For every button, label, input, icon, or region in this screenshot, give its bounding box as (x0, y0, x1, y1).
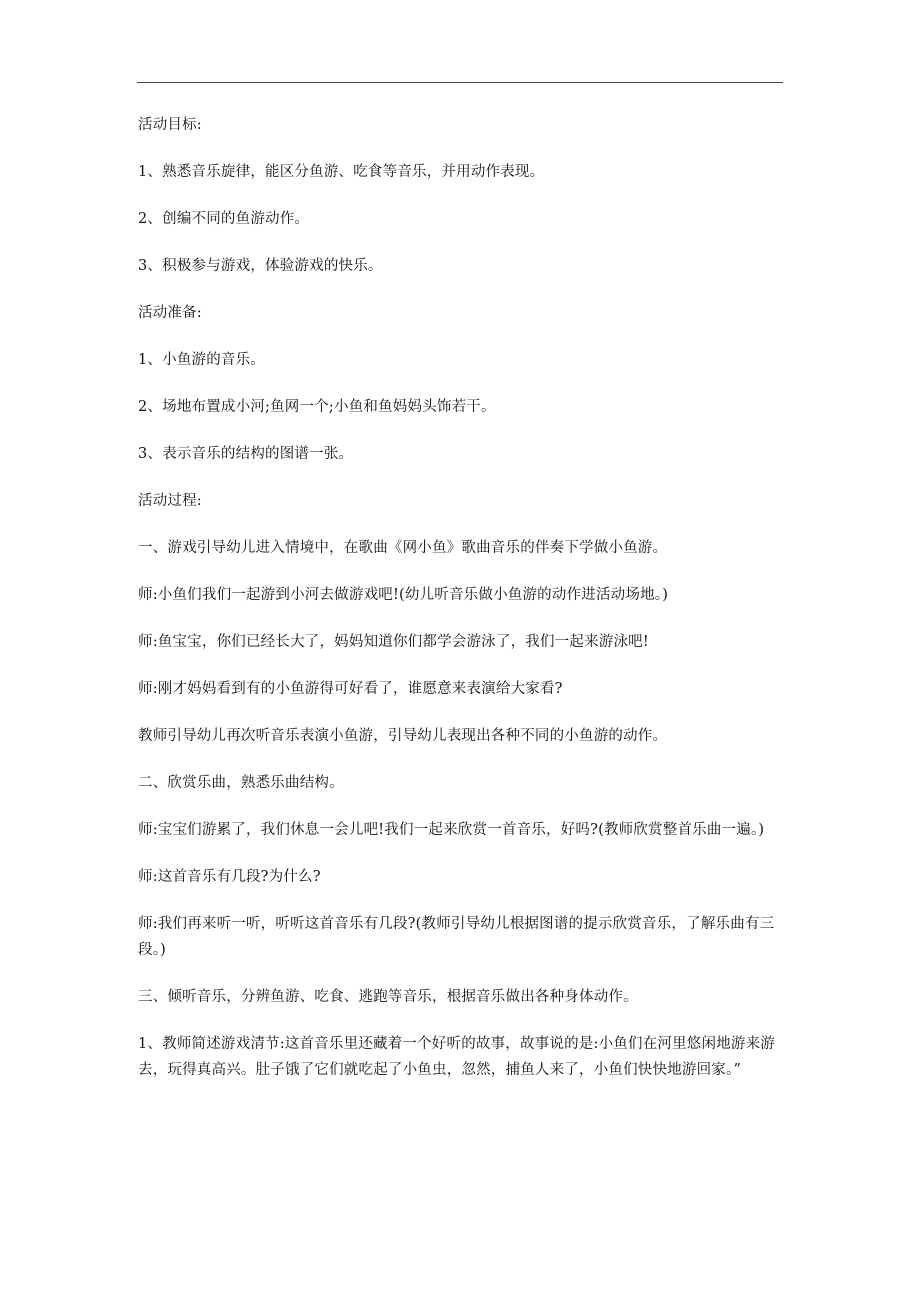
header-rule (137, 82, 783, 83)
preparation-item-2: 2、场地布置成小河;鱼网一个;小鱼和鱼妈妈头饰若干。 (138, 399, 496, 415)
process-step-3: 三、倾听音乐，分辨鱼游、吃食、逃跑等音乐，根据音乐做出各种身体动作。 (138, 989, 638, 1005)
teacher-line-2: 师:鱼宝宝，你们已经长大了，妈妈知道你们都学会游泳了，我们一起来游泳吧! (138, 634, 649, 650)
teacher-line-6: 师:我们再来听一听，听听这首音乐有几段?(教师引导幼儿根据图谱的提示欣赏音乐，了解乐曲有三段。) (138, 916, 775, 958)
heading-activity-process: 活动过程: (138, 493, 202, 509)
teacher-guidance-1: 教师引导幼儿再次听音乐表演小鱼游，引导幼儿表现出各种不同的小鱼游的动作。 (138, 728, 668, 744)
teacher-line-5: 师:这首音乐有几段?为什么? (138, 869, 321, 885)
heading-activity-goals: 活动目标: (138, 117, 202, 133)
document-body (138, 112, 783, 1104)
goal-item-3: 3、积极参与游戏，体验游戏的快乐。 (138, 258, 383, 274)
game-story-item-1: 1、教师简述游戏清节:这首音乐里还藏着一个好听的故事，故事说的是:小鱼们在河里悠闲地游来游去，玩得真高兴。肚子饿了它们就吃起了小鱼虫，忽然，捕鱼人来了，小鱼们快快地游回家。” (138, 1036, 775, 1078)
goal-item-2: 2、创编不同的鱼游动作。 (138, 211, 310, 227)
teacher-line-1: 师:小鱼们我们一起游到小河去做游戏吧!(幼儿听音乐做小鱼游的动作进活动场地。) (138, 587, 669, 603)
teacher-line-3: 师:刚才妈妈看到有的小鱼游得可好看了，谁愿意来表演给大家看? (138, 681, 563, 697)
preparation-item-3: 3、表示音乐的结构的图谱一张。 (138, 446, 354, 462)
preparation-item-1: 1、小鱼游的音乐。 (138, 352, 266, 368)
goal-item-1: 1、熟悉音乐旋律，能区分鱼游、吃食等音乐，并用动作表现。 (138, 164, 545, 180)
process-step-2: 二、欣赏乐曲，熟悉乐曲结构。 (138, 775, 344, 791)
process-step-1: 一、游戏引导幼儿进入情境中，在歌曲《网小鱼》歌曲音乐的伴奏下学做小鱼游。 (138, 540, 668, 556)
teacher-line-4: 师:宝宝们游累了，我们休息一会儿吧!我们一起来欣赏一首音乐，好吗?(教师欣赏整首乐曲一遍。) (138, 822, 765, 838)
heading-activity-preparation: 活动准备: (138, 305, 202, 321)
